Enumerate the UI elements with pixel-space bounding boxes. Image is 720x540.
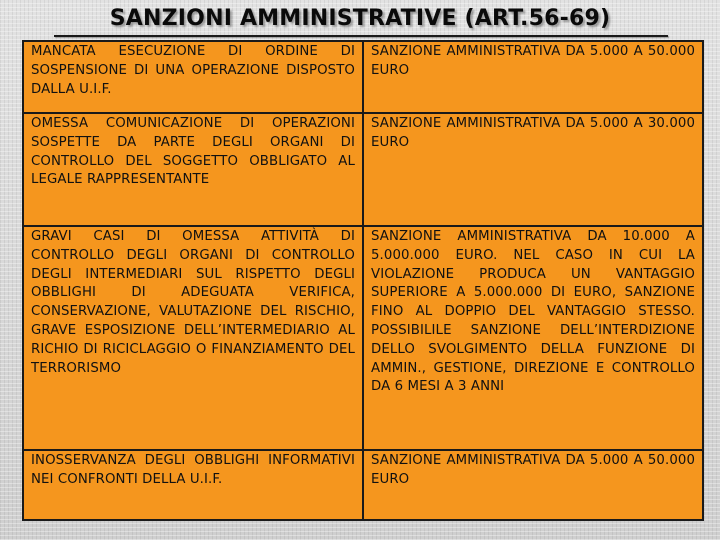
sanction-cell: SANZIONE AMMINISTRATIVA DA 5.000 A 30.000 EURO: [363, 113, 703, 226]
sanctions-table: [22, 40, 704, 521]
violation-cell: GRAVI CASI DI OMESSA ATTIVITÀ DI CONTROLLO DEGLI ORGANI DI CONTROLLO DEGLI INTERMEDIARI SUL RISPETTO DEGLI OBBLIGHI DI ADEGUATA VERIFICA, CONSERVAZIONE, VALUTAZIONE DEL RISCHIO, GRAVE ESPOSIZIONE DELL’INTERMEDIARIO AL RICHIO DI RICICLAGGIO O FINANZIAMENTO DEL TERRORISMO: [23, 226, 363, 450]
sanction-cell: SANZIONE AMMINISTRATIVA DA 5.000 A 50.000 EURO: [363, 450, 703, 520]
title-underline: [54, 35, 668, 37]
table-row: [23, 450, 703, 520]
violation-cell: MANCATA ESECUZIONE DI ORDINE DI SOSPENSIONE DI UNA OPERAZIONE DISPOSTO DALLA U.I.F.: [23, 41, 363, 113]
sanction-cell: SANZIONE AMMINISTRATIVA DA 5.000 A 50.000 EURO: [363, 41, 703, 113]
page-title: SANZIONI AMMINISTRATIVE (ART.56-69): [109, 6, 611, 31]
sanction-cell: SANZIONE AMMINISTRATIVA DA 10.000 A 5.000.000 EURO. NEL CASO IN CUI LA VIOLAZIONE PRODUCA UN VANTAGGIO SUPERIORE A 5.000.000 DI EURO, SANZIONE FINO AL DOPPIO DEL VANTAGGIO STESSO. POSSIBILILE SANZIONE DELL’INTERDIZIONE DELLO SVOLGIMENTO DELLA FUNZIONE DI AMMIN., GESTIONE, DIREZIONE E CONTROLLO DA 6 MESI A 3 ANNI: [363, 226, 703, 450]
violation-cell: INOSSERVANZA DEGLI OBBLIGHI INFORMATIVI NEI CONFRONTI DELLA U.I.F.: [23, 450, 363, 520]
table-row: [23, 113, 703, 226]
violation-cell: OMESSA COMUNICAZIONE DI OPERAZIONI SOSPETTE DA PARTE DEGLI ORGANI DI CONTROLLO DEL SOGGETTO OBBLIGATO AL LEGALE RAPPRESENTANTE: [23, 113, 363, 226]
table-row: [23, 226, 703, 450]
table-row: [23, 41, 703, 113]
